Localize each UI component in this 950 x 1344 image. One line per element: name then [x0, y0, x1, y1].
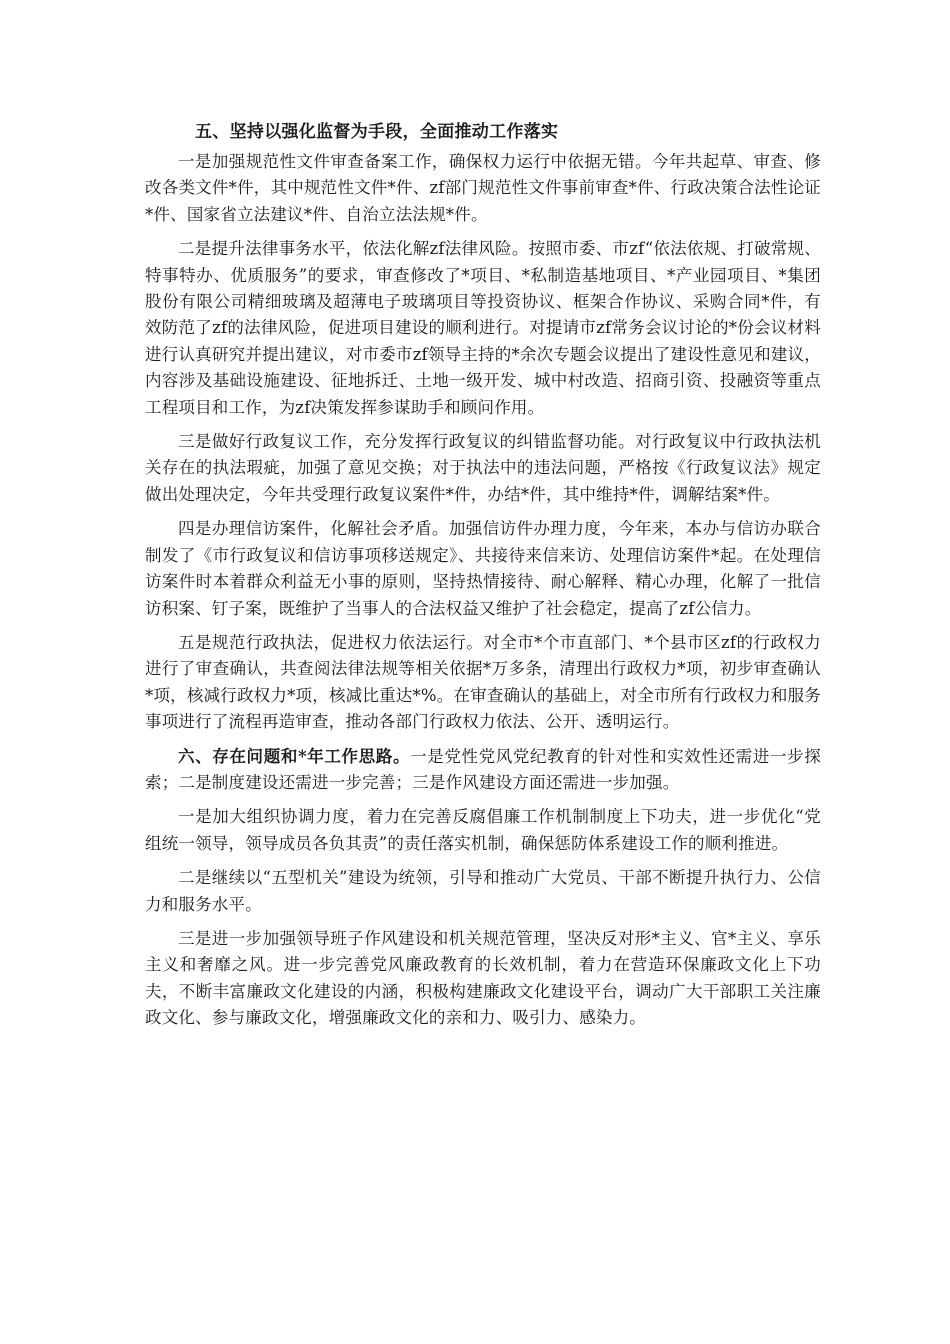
paragraph-administrative-review: 三是做好行政复议工作，充分发挥行政复议的纠错监督功能。对行政复议中行政执法机关存在的执法瑕疵，加强了意见交换；对于执法中的违法问题，严格按《行政复议法》规定做出处理决定，今年共受理行政复议案件*件，办结*件，其中维持*件，调解结案*件。	[145, 432, 821, 504]
section-six-heading: 六、存在问题和*年工作思路。	[178, 746, 411, 766]
paragraph-petition-cases: 四是办理信访案件，化解社会矛盾。加强信访件办理力度，今年来，本办与信访办联合制发了《市行政复议和信访事项移送规定》、共接待来信来访、处理信访案件*起。在处理信访案件时本着群众利益无小事的原则，坚持热情接待、耐心解释、精心办理，化解了一批信访积案、钉子案，既维护了当事人的合法权益又维护了社会稳定，提高了zf公信力。	[145, 519, 821, 618]
section-six-paragraph	[145, 744, 821, 797]
paragraph-law-enforcement: 五是规范行政执法，促进权力依法运行。对全市*个市直部门、*个县市区zf的行政权力进行了审查确认，共查阅法律法规等相关依据*万多条，清理出行政权力*项，初步审查确认*项，核减行政权力*项，核减比重达*%。在审查确认的基础上，对全市所有行政权力和服务事项进行了流程再造审查，推动各部门行政权力依法、公开、透明运行。	[145, 632, 821, 732]
section-five-heading: 五、坚持以强化监督为手段，全面推动工作落实	[195, 122, 559, 142]
paragraph-legal-affairs: 二是提升法律事务水平，依法化解zf法律风险。按照市委、市zf“依法依规、打破常规、特事特办、优质服务”的要求，审查修改了*项目、*私制造基地项目、*产业园项目、*集团股份有限公司精细玻璃及超薄电子玻璃项目等投资协议、框架合作协议、采购合同*件，有效防范了zf的法律风险，促进项目建设的顺利进行。对提请市zf常务会议讨论的*份会议材料进行认真研究并提出建议，对市委市zf领导主持的*余次专题会议提出了建设性意见和建议，内容涉及基础设施建设、征地拆迁、土地一级开发、城中村改造、招商引资、投融资等重点工程项目和工作，为zf决策发挥参谋助手和顾问作用。	[145, 239, 821, 417]
plan-item: 二是继续以“五型机关”建设为统领，引导和推动广大党员、干部不断提升执行力、公信力和服务水平。	[145, 868, 821, 914]
paragraph-normative-documents: 一是加强规范性文件审查备案工作，确保权力运行中依据无错。今年共起草、审查、修改各类文件*件，其中规范性文件*件、zf部门规范性文件事前审查*件、行政决策合法性论证*件、国家省立法建议*件、自治立法法规*件。	[145, 152, 821, 224]
document-page	[145, 119, 821, 1040]
plan-item: 一是加大组织协调力度，着力在完善反腐倡廉工作机制制度上下功夫，进一步优化“党组统一领导，领导成员各负其责”的责任落实机制，确保惩防体系建设工作的顺利推进。	[145, 807, 821, 853]
plan-item: 三是进一步加强领导班子作风建设和机关规范管理，坚决反对形*主义、官*主义、享乐主义和奢靡之风。进一步完善党风廉政教育的长效机制，着力在营造环保廉政文化上下功夫，不断丰富廉政文化建设的内涵，积极构建廉政文化建设平台，调动广大干部职工关注廉政文化、参与廉政文化，增强廉政文化的亲和力、吸引力、感染力。	[145, 928, 821, 1028]
section-six-text: 一是党性党风党纪教育的针对性和实效性还需进一步探索；二是制度建设还需进一步完善；三是作风建设方面还需进一步加强。	[145, 746, 821, 792]
